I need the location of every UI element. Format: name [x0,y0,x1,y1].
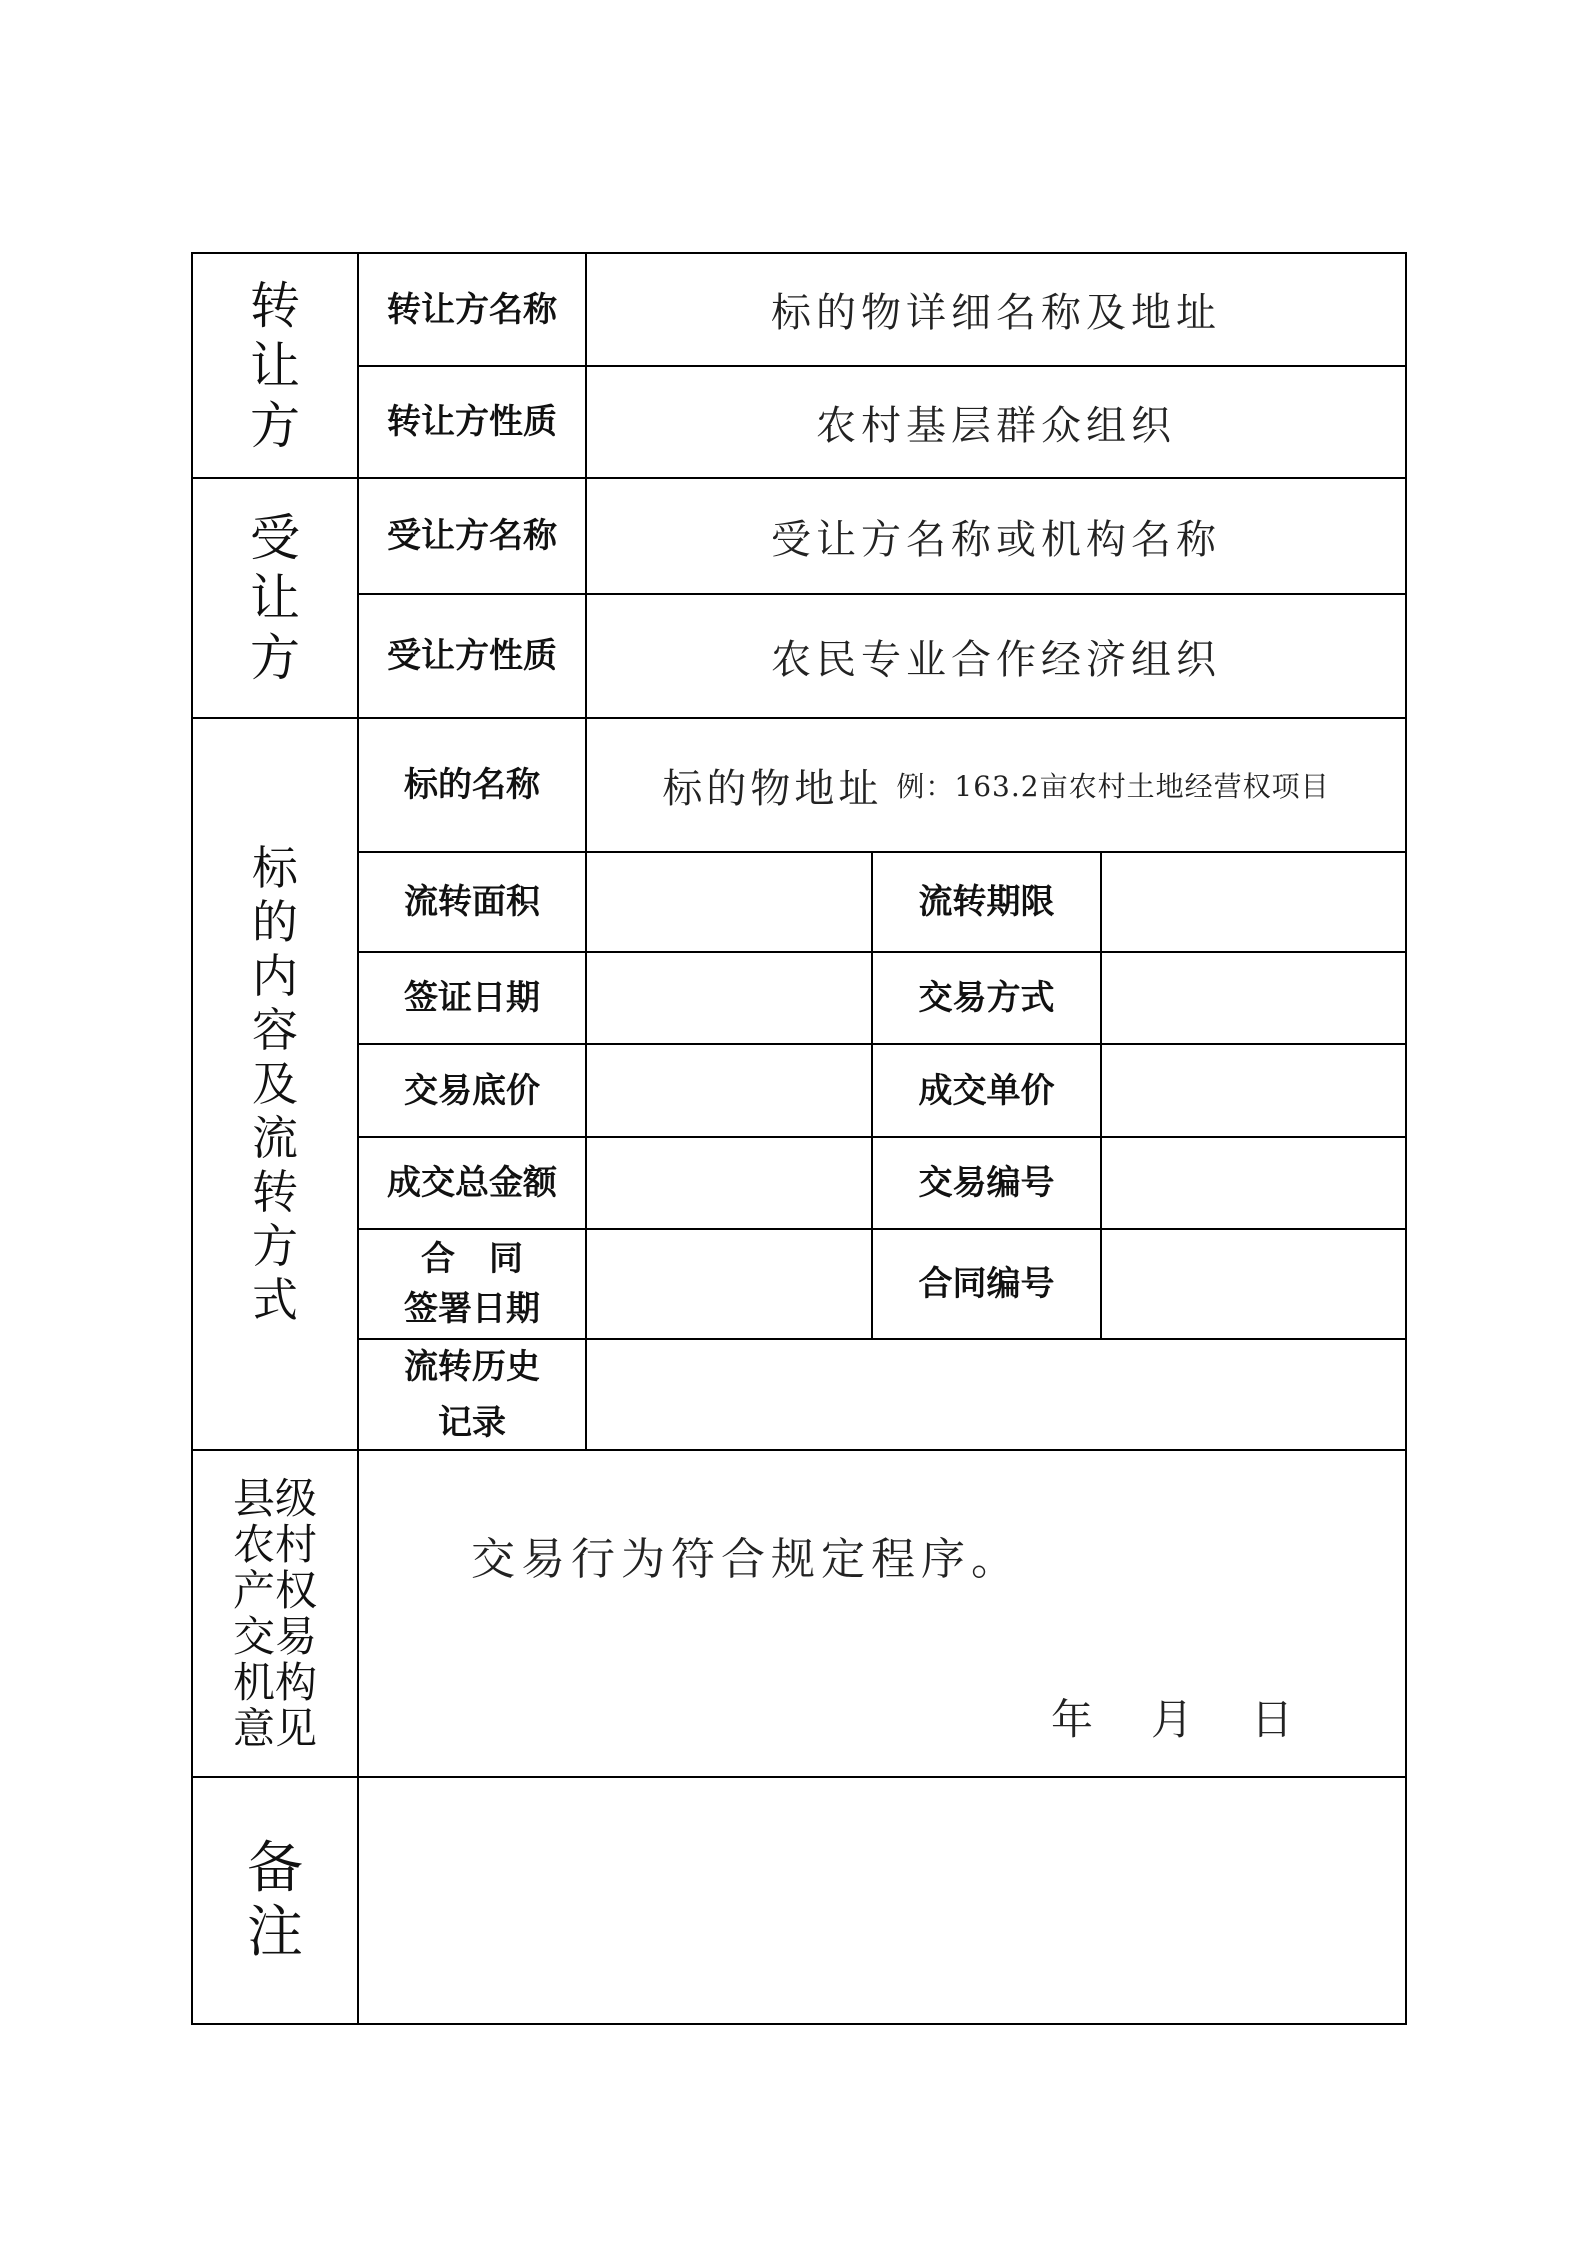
opinion-date-year: 年 [1051,1695,1094,1744]
floor-price-label: 交易底价 [404,1070,540,1111]
transferee-section-char: 受 [250,509,300,567]
subject-section-char: 流 [252,1111,298,1165]
unit-price-value[interactable] [1102,1045,1405,1136]
contract-no-value[interactable] [1102,1230,1405,1338]
contract-date-value[interactable] [587,1230,871,1338]
contract-date-label-line1: 合 同 [421,1239,523,1279]
history-label [359,1340,585,1449]
transferee-nature-value[interactable]: 农民专业合作经济组织 [771,636,1221,683]
subject-name-value-cell[interactable] [587,719,1405,851]
opinion-section-line: 县级 [232,1473,317,1523]
history-label-line1: 流转历史 [404,1346,540,1387]
opinion-text: 交易行为符合规定程序。 [471,1534,1021,1585]
area-label: 流转面积 [404,882,540,922]
opinion-section-line: 交易 [232,1611,317,1661]
subject-section-label [193,719,357,1449]
opinion-section-line: 意见 [232,1703,317,1753]
remarks-section-char: 备 [247,1835,303,1901]
opinion-content-cell[interactable] [359,1451,1405,1776]
visa-date-value[interactable] [587,953,871,1043]
remarks-value[interactable] [359,1778,1405,2023]
opinion-section-label [193,1451,357,1776]
subject-section-char: 容 [252,1003,298,1057]
remarks-section-label [193,1778,357,2023]
subject-section-char: 式 [252,1273,298,1327]
unit-price-label: 成交单价 [918,1070,1055,1111]
transferor-nature-value[interactable]: 农村基层群众组织 [816,402,1176,449]
transferor-name-label: 转让方名称 [387,289,557,330]
subject-section-char: 标 [252,841,298,895]
history-value[interactable] [587,1340,1405,1449]
contract-date-label [359,1230,585,1338]
history-label-line2: 记录 [438,1402,506,1443]
transferee-section-char: 方 [250,629,300,687]
subject-section-char: 内 [252,949,298,1003]
subject-section-char: 的 [252,895,298,949]
opinion-date-day: 日 [1251,1695,1294,1744]
transferee-section-char: 让 [250,569,300,627]
transferor-section-char: 让 [250,336,300,395]
visa-date-label: 签证日期 [404,978,540,1018]
subject-section-char: 转 [252,1165,298,1219]
subject-name-value: 标的物地址 [662,765,883,812]
opinion-section-line: 产权 [232,1565,317,1615]
transferee-section-label [193,479,357,717]
term-label: 流转期限 [918,882,1055,922]
term-value[interactable] [1102,853,1405,951]
trade-no-value[interactable] [1102,1138,1405,1228]
transferee-name-value[interactable]: 受让方名称或机构名称 [771,516,1221,563]
contract-no-label: 合同编号 [918,1264,1055,1304]
total-amount-value[interactable] [587,1138,871,1228]
subject-name-label: 标的名称 [404,765,540,805]
floor-price-value[interactable] [587,1045,871,1136]
transferor-nature-label: 转让方性质 [387,402,557,442]
opinion-date-month: 月 [1151,1695,1194,1744]
contract-date-label-line2: 签署日期 [404,1289,540,1329]
method-value[interactable] [1102,953,1405,1043]
opinion-section-line: 机构 [232,1657,317,1707]
transferor-section-char: 转 [250,276,300,335]
total-amount-label: 成交总金额 [387,1163,557,1203]
subject-section-char: 及 [252,1057,298,1111]
remarks-section-char: 注 [247,1899,303,1965]
transferor-section-char: 方 [250,396,300,455]
transferor-section-label [193,254,357,477]
area-value[interactable] [587,853,871,951]
transferee-name-label: 受让方名称 [387,516,557,556]
subject-section-char: 方 [252,1219,298,1273]
transferor-name-value[interactable]: 标的物详细名称及地址 [771,290,1221,336]
method-label: 交易方式 [918,978,1055,1018]
transferee-nature-label: 受让方性质 [387,636,557,676]
opinion-section-line: 农村 [232,1519,317,1569]
trade-no-label: 交易编号 [918,1163,1055,1203]
subject-name-note: 例：163.2亩农村土地经营权项目 [896,770,1330,803]
